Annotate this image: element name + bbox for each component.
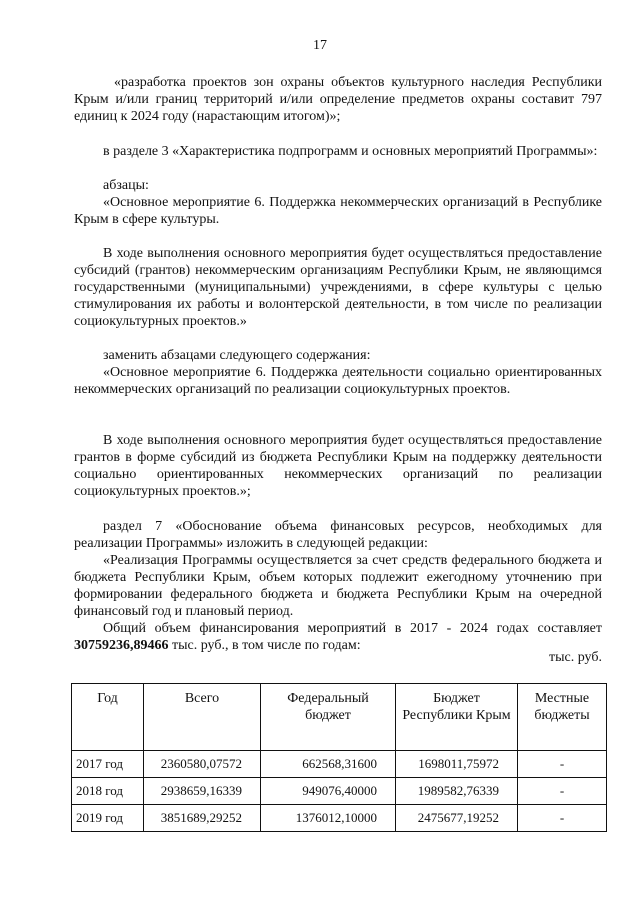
cell-republic: 1698011,75972 [396,751,518,778]
table-row [72,778,607,805]
cell-local: - [518,805,607,832]
total-amount: 30759236,89466 [74,638,169,653]
paragraph-event-6-old: «Основное мероприятие 6. Поддержка некоммерческих организаций в Республике Крым в сфере культуры. [74,195,602,227]
cell-total: 2360580,07572 [144,751,261,778]
cell-year: 2017 год [72,751,144,778]
cell-federal: 949076,40000 [261,778,396,805]
cell-republic: 1989582,76339 [396,778,518,805]
paragraph-quote-end: «разработка проектов зон охраны объектов культурного наследия Республики Крым и/или границ территорий и/или определение предметов охраны составит 797 единиц к 2024 году (нарастающим итогом)»; [74,75,602,124]
header-republic: Бюджет Республики Крым [396,684,518,751]
cell-local: - [518,778,607,805]
cell-year: 2019 год [72,805,144,832]
cell-total: 3851689,29252 [144,805,261,832]
paragraph-section-7: раздел 7 «Обоснование объема финансовых ресурсов, необходимых для реализации Программы» изложить в следующей редакции: [74,519,602,551]
cell-total: 2938659,16339 [144,778,261,805]
paragraph-abzacy: абзацы: [103,178,149,193]
table-row [72,805,607,832]
header-federal: Федеральный бюджет [261,684,396,751]
paragraph-replace: заменить абзацами следующего содержания: [103,348,371,363]
page-number: 17 [313,38,327,53]
paragraph-total: Общий объем финансирования мероприятий в 2017 - 2024 годах составляет 30759236,89466 тыс. руб., в том числе по годам: [74,621,602,653]
paragraph-financing: «Реализация Программы осуществляется за счет средств федерального бюджета и бюджета Республики Крым, объем которых подлежит ежегодному уточнению при формировании федерального бюджета и бюджета Республики Крым на очередной финансовый год и плановый период. [74,553,602,619]
cell-year: 2018 год [72,778,144,805]
header-year: Год [72,684,144,751]
table-row [72,751,607,778]
cell-federal: 1376012,10000 [261,805,396,832]
currency-unit: тыс. руб. [549,650,602,665]
financing-table [71,683,607,832]
paragraph-grants-new: В ходе выполнения основного мероприятия будет осуществляться предоставление грантов в форме субсидий из бюджета Республики Крым на поддержку деятельности социально ориентированных некоммерческих организаций по реализации социокультурных проектов.»; [74,433,602,499]
cell-local: - [518,751,607,778]
paragraph-section-3: в разделе 3 «Характеристика подпрограмм и основных мероприятий Программы»: [103,144,598,159]
paragraph-subsidies-old: В ходе выполнения основного мероприятия будет осуществляться предоставление субсидий (грантов) некоммерческим организациям Республики Крым, не являющимся государственными (муниципальными) учреждениями, в сфере культуры с целью стимулирования их работы и волонтерской деятельности, в том числе по реализации социокультурных проектов.» [74,246,602,329]
header-total: Всего [144,684,261,751]
cell-federal: 662568,31600 [261,751,396,778]
cell-republic: 2475677,19252 [396,805,518,832]
paragraph-event-6-new: «Основное мероприятие 6. Поддержка деятельности социально ориентированных некоммерческих организаций по реализации социокультурных проектов. [74,365,602,397]
table-header-row [72,684,607,751]
header-local: Местные бюджеты [518,684,607,751]
